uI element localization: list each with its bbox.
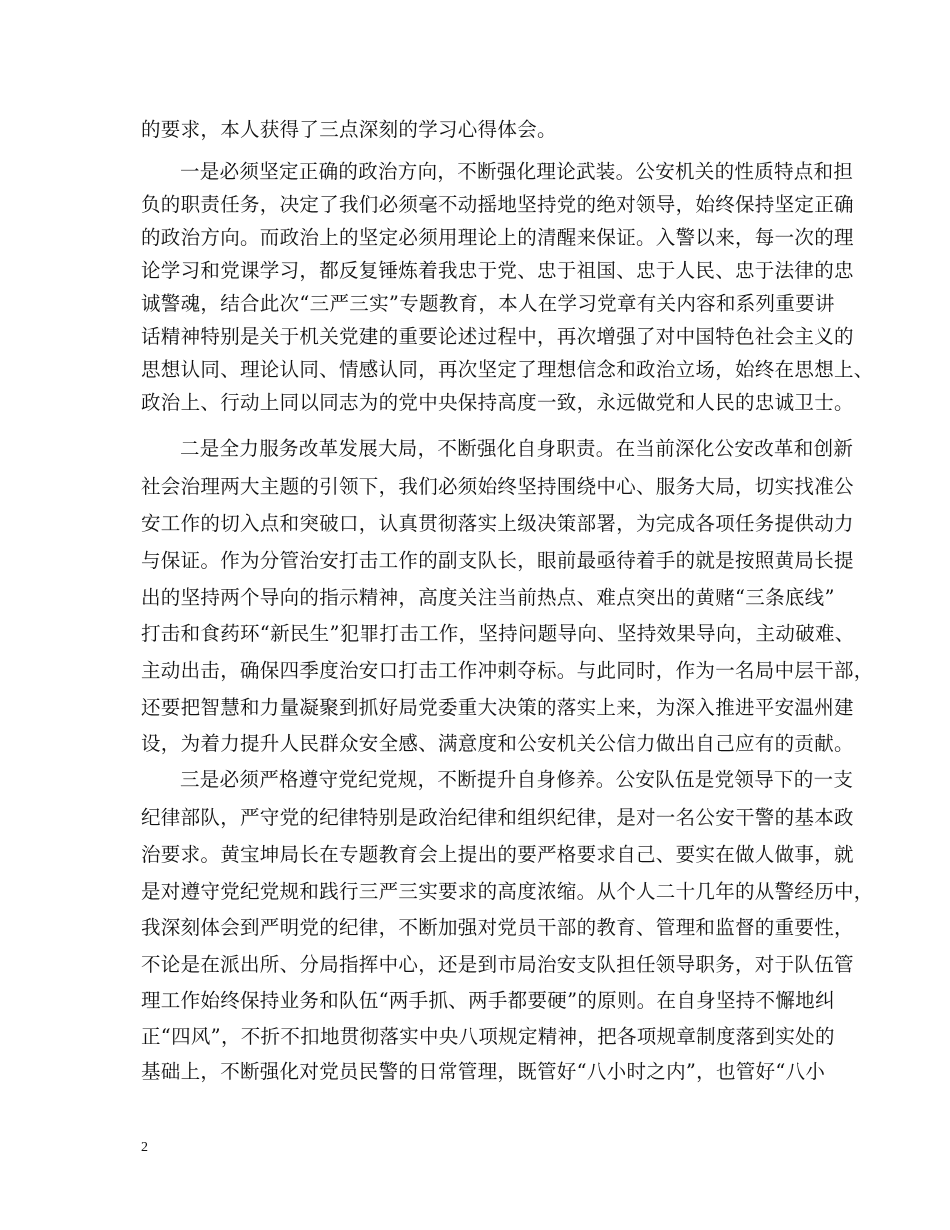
text-line: 负的职责任务，决定了我们必须毫不动摇地坚持党的绝对领导，始终保持坚定正确 — [141, 193, 854, 216]
text-line: 诚警魂，结合此次“三严三实”专题教育，本人在学习党章有关内容和系列重要讲 — [141, 292, 835, 315]
text-line: 安工作的切入点和突破口，认真贯彻落实上级决策部署，为完成各项任务提供动力 — [141, 512, 854, 535]
text-line: 话精神特别是关于机关党建的重要论述过程中，再次增强了对中国特色社会主义的 — [141, 325, 854, 348]
text-line: 设，为着力提升人民群众安全感、满意度和公安机关公信力做出自己应有的贡献。 — [141, 732, 854, 755]
page-number: 2 — [141, 1140, 148, 1155]
text-line: 思想认同、理论认同、情感认同，再次坚定了理想信念和政治立场，始终在思想上、 — [141, 358, 874, 381]
text-line: 主动出击，确保四季度治安口打击工作冲刺夺标。与此同时，作为一名局中层干部， — [141, 659, 874, 682]
text-line: 出的坚持两个导向的指示精神，高度关注当前热点、难点突出的黄赌“三条底线” — [141, 586, 835, 609]
text-line: 三是必须严格遵守党纪党规，不断提升自身修养。公安队伍是党领导下的一支 — [180, 768, 854, 791]
text-line: 与保证。作为分管治安打击工作的副支队长，眼前最亟待着手的就是按照黄局长提 — [141, 549, 854, 572]
text-line: 我深刻体会到严明党的纪律，不断加强对党员干部的教育、管理和监督的重要性， — [141, 916, 854, 939]
text-line: 社会治理两大主题的引领下，我们必须始终坚持围绕中心、服务大局，切实找准公 — [141, 475, 854, 498]
text-line: 不论是在派出所、分局指挥中心，还是到市局治安支队担任领导职务，对于队伍管 — [141, 953, 854, 976]
text-line: 一是必须坚定正确的政治方向，不断强化理论武装。公安机关的性质特点和担 — [180, 160, 854, 183]
text-line: 的要求，本人获得了三点深刻的学习心得体会。 — [141, 118, 557, 141]
text-line: 理工作始终保持业务和队伍“两手抓、两手都要硬”的原则。在自身坚持不懈地纠 — [141, 989, 835, 1012]
text-line: 还要把智慧和力量凝聚到抓好局党委重大决策的落实上来，为深入推进平安温州建 — [141, 696, 854, 719]
text-line: 政治上、行动上同以同志为的党中央保持高度一致，永远做党和人民的忠诚卫士。 — [141, 391, 854, 414]
text-line: 治要求。黄宝坤局长在专题教育会上提出的要严格要求自己、要实在做人做事，就 — [141, 843, 854, 866]
text-line: 纪律部队，严守党的纪律特别是政治纪律和组织纪律，是对一名公安干警的基本政 — [141, 806, 854, 829]
text-line: 正“四风”，不折不扣地贯彻落实中央八项规定精神，把各项规章制度落到实处的 — [141, 1025, 835, 1048]
text-line: 基础上，不断强化对党员民警的日常管理，既管好“八小时之内”，也管好“八小 — [141, 1060, 826, 1083]
text-line: 二是全力服务改革发展大局，不断强化自身职责。在当前深化公安改革和创新 — [180, 437, 854, 460]
text-line: 的政治方向。而政治上的坚定必须用理论上的清醒来保证。入警以来，每一次的理 — [141, 226, 854, 249]
text-line: 打击和食药环“新民生”犯罪打击工作，坚持问题导向、坚持效果导向，主动破难、 — [141, 622, 855, 645]
text-line: 是对遵守党纪党规和践行三严三实要求的高度浓缩。从个人二十几年的从警经历中， — [141, 880, 874, 903]
text-line: 论学习和党课学习，都反复锤炼着我忠于党、忠于祖国、忠于人民、忠于法律的忠 — [141, 259, 854, 282]
